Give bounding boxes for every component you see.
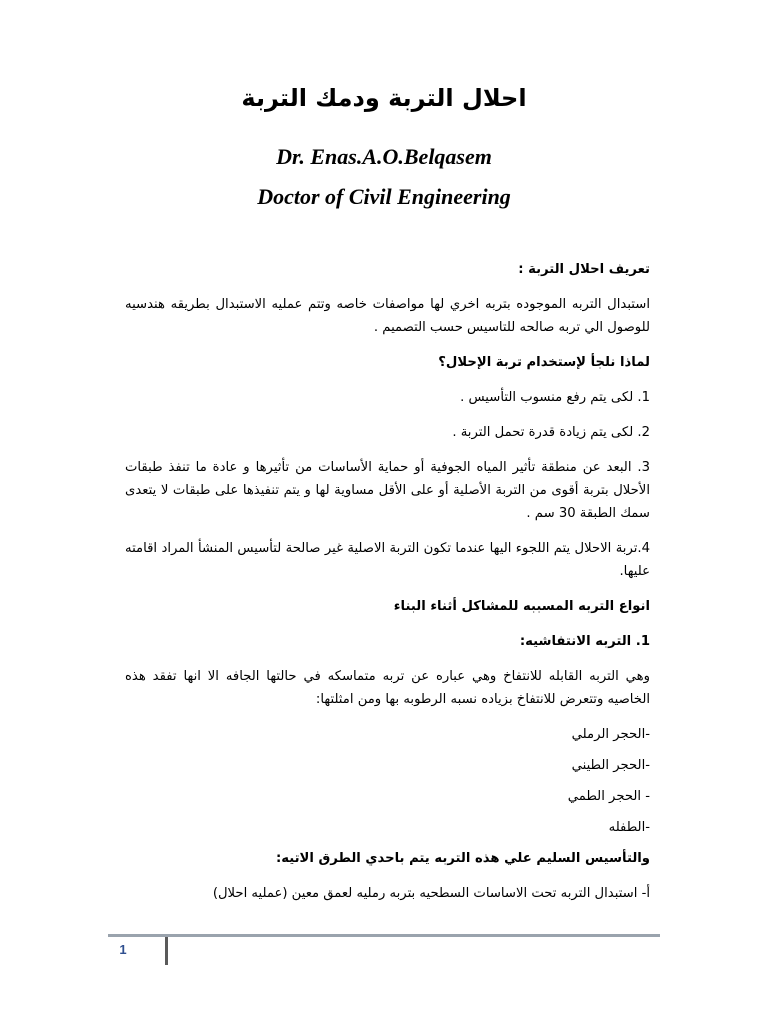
section-heading: 1. التربه الانتفاشيه: [519,634,650,649]
footer-divider [108,934,660,937]
list-item: -الحجر الرملي [571,727,650,742]
footer-separator [165,937,168,965]
list-item: -الحجر الطيني [571,758,650,773]
section-heading: انواع التربه المسببه للمشاكل أثناء البناء [393,599,650,614]
page-number: 1 [119,942,127,957]
section-heading: تعريف احلال التربة : [518,262,650,277]
section-heading: والتأسيس السليم علي هذه التربه يتم باحدي الطرق الاتيه: [275,851,650,866]
list-item: -الطفله [608,820,650,835]
list-item: 1. لكى يتم رفع منسوب التأسيس . [460,390,650,405]
list-item: أ- استبدال التربه تحت الاساسات السطحيه بتربه رمليه لعمق معين (عمليه احلال) [212,886,650,901]
document-body [125,258,650,917]
list-item: - الحجر الطمي [567,789,650,804]
paragraph: وهي التربه القابله للانتفاخ وهي عباره عن تربه متماسكه في حالتها الجافه الا انها تفقد هذه الخاصيه وتتعرض للانتفاخ بزياده نسبه الرطوبه بها ومن امثلتها: [125,669,650,707]
author-name: Dr. Enas.A.O.Belqasem [276,144,492,169]
paragraph: استبدال التربه الموجوده بتربه اخري لها مواصفات خاصه وتتم عمليه الاستبدال بطريقه هندسيه للوصول الي تربه صالحه للتاسيس حسب التصميم . [125,297,650,335]
list-item: 2. لكى يتم زيادة قدرة تحمل التربة . [452,425,650,440]
document-title: احلال التربة ودمك التربة [241,84,527,112]
list-item: 4.تربة الاحلال يتم اللجوء اليها عندما تكون التربة الاصلية غير صالحة لتأسيس المنشأ المراد اقامته عليها. [125,541,650,579]
list-item: 3. البعد عن منطقة تأثير المياه الجوفية أو حماية الأساسات من تأثيرها و عادة ما تنفذ طبقات الأحلال بتربة أقوى من التربة الأصلية أو على الأقل مساوية لها و يتم تنفيذها على طبقات لا يتعدى سمك الطبقة 30 سم . [125,460,650,521]
author-title: Doctor of Civil Engineering [257,184,511,209]
section-heading: لماذا نلجأ لإستخدام تربة الإحلال؟ [438,355,650,370]
